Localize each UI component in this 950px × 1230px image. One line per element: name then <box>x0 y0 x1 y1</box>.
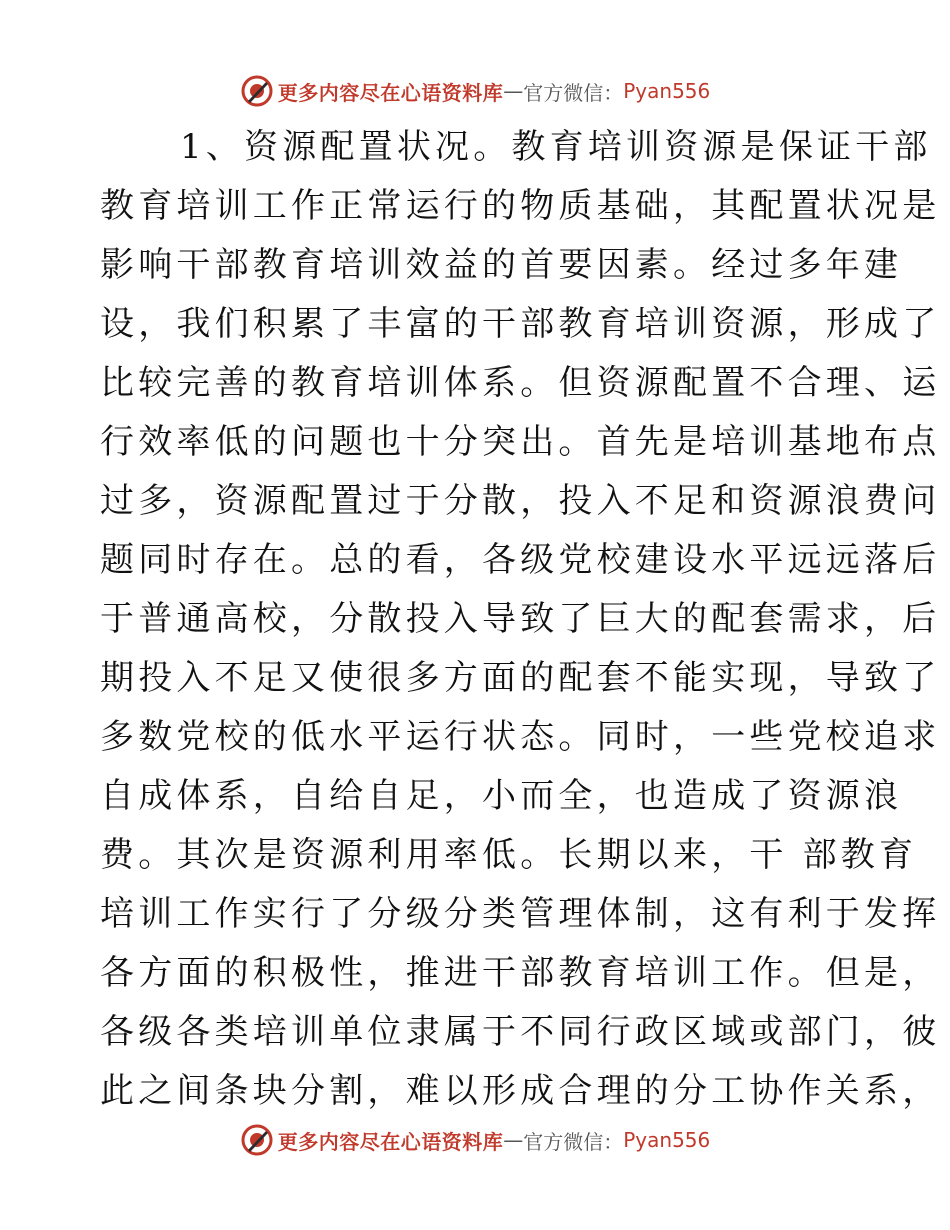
watermark-brand: 更多内容尽在心语资料库 <box>277 1129 504 1154</box>
watermark-handle: Pyan556 <box>623 1128 711 1152</box>
body-line: 期投入不足又使很多方面的配套不能实现，导致了 <box>100 658 941 698</box>
document-body <box>100 118 941 1121</box>
brand-logo-icon <box>240 74 274 108</box>
body-line: 培训工作实行了分级分类管理体制，这有利于发挥 <box>100 894 941 934</box>
watermark-dash: — <box>503 79 524 103</box>
body-line: 设，我们积累了丰富的干部教育培训资源，形成了 <box>100 304 941 344</box>
body-line: 1、资源配置状况。教育培训资源是保证干部 <box>180 127 932 167</box>
watermark-official: 官方微信： <box>523 80 624 105</box>
body-line: 教育培训工作正常运行的物质基础，其配置状况是 <box>100 186 941 226</box>
body-line: 影响干部教育培训效益的首要因素。经过多年建 <box>100 245 903 285</box>
body-line: 于普通高校，分散投入导致了巨大的配套需求，后 <box>100 599 941 639</box>
body-line: 费。其次是资源利用率低。长期以来，干 部教育 <box>100 835 918 875</box>
watermark-brand: 更多内容尽在心语资料库 <box>277 80 504 105</box>
body-line: 各级各类培训单位隶属于不同行政区域或部门，彼 <box>100 1012 941 1052</box>
watermark-handle: Pyan556 <box>623 79 711 103</box>
body-line: 自成体系，自给自足，小而全，也造成了资源浪 <box>100 776 903 816</box>
body-line: 过多，资源配置过于分散，投入不足和资源浪费问 <box>100 481 941 521</box>
body-line: 行效率低的问题也十分突出。首先是培训基地布点 <box>100 422 941 462</box>
body-line: 此之间条块分割，难以形成合理的分工协作关系， <box>100 1071 941 1111</box>
watermark-official: 官方微信： <box>523 1129 624 1154</box>
header-watermark <box>0 71 950 111</box>
body-line: 各方面的积极性，推进干部教育培训工作。但是， <box>100 953 941 993</box>
watermark-dash: — <box>503 1128 524 1152</box>
brand-logo-icon <box>240 1123 274 1157</box>
body-line: 题同时存在。总的看，各级党校建设水平远远落后 <box>100 540 941 580</box>
body-line: 比较完善的教育培训体系。但资源配置不合理、运 <box>100 363 941 403</box>
footer-watermark <box>0 1120 950 1160</box>
body-line: 多数党校的低水平运行状态。同时，一些党校追求 <box>100 717 941 757</box>
